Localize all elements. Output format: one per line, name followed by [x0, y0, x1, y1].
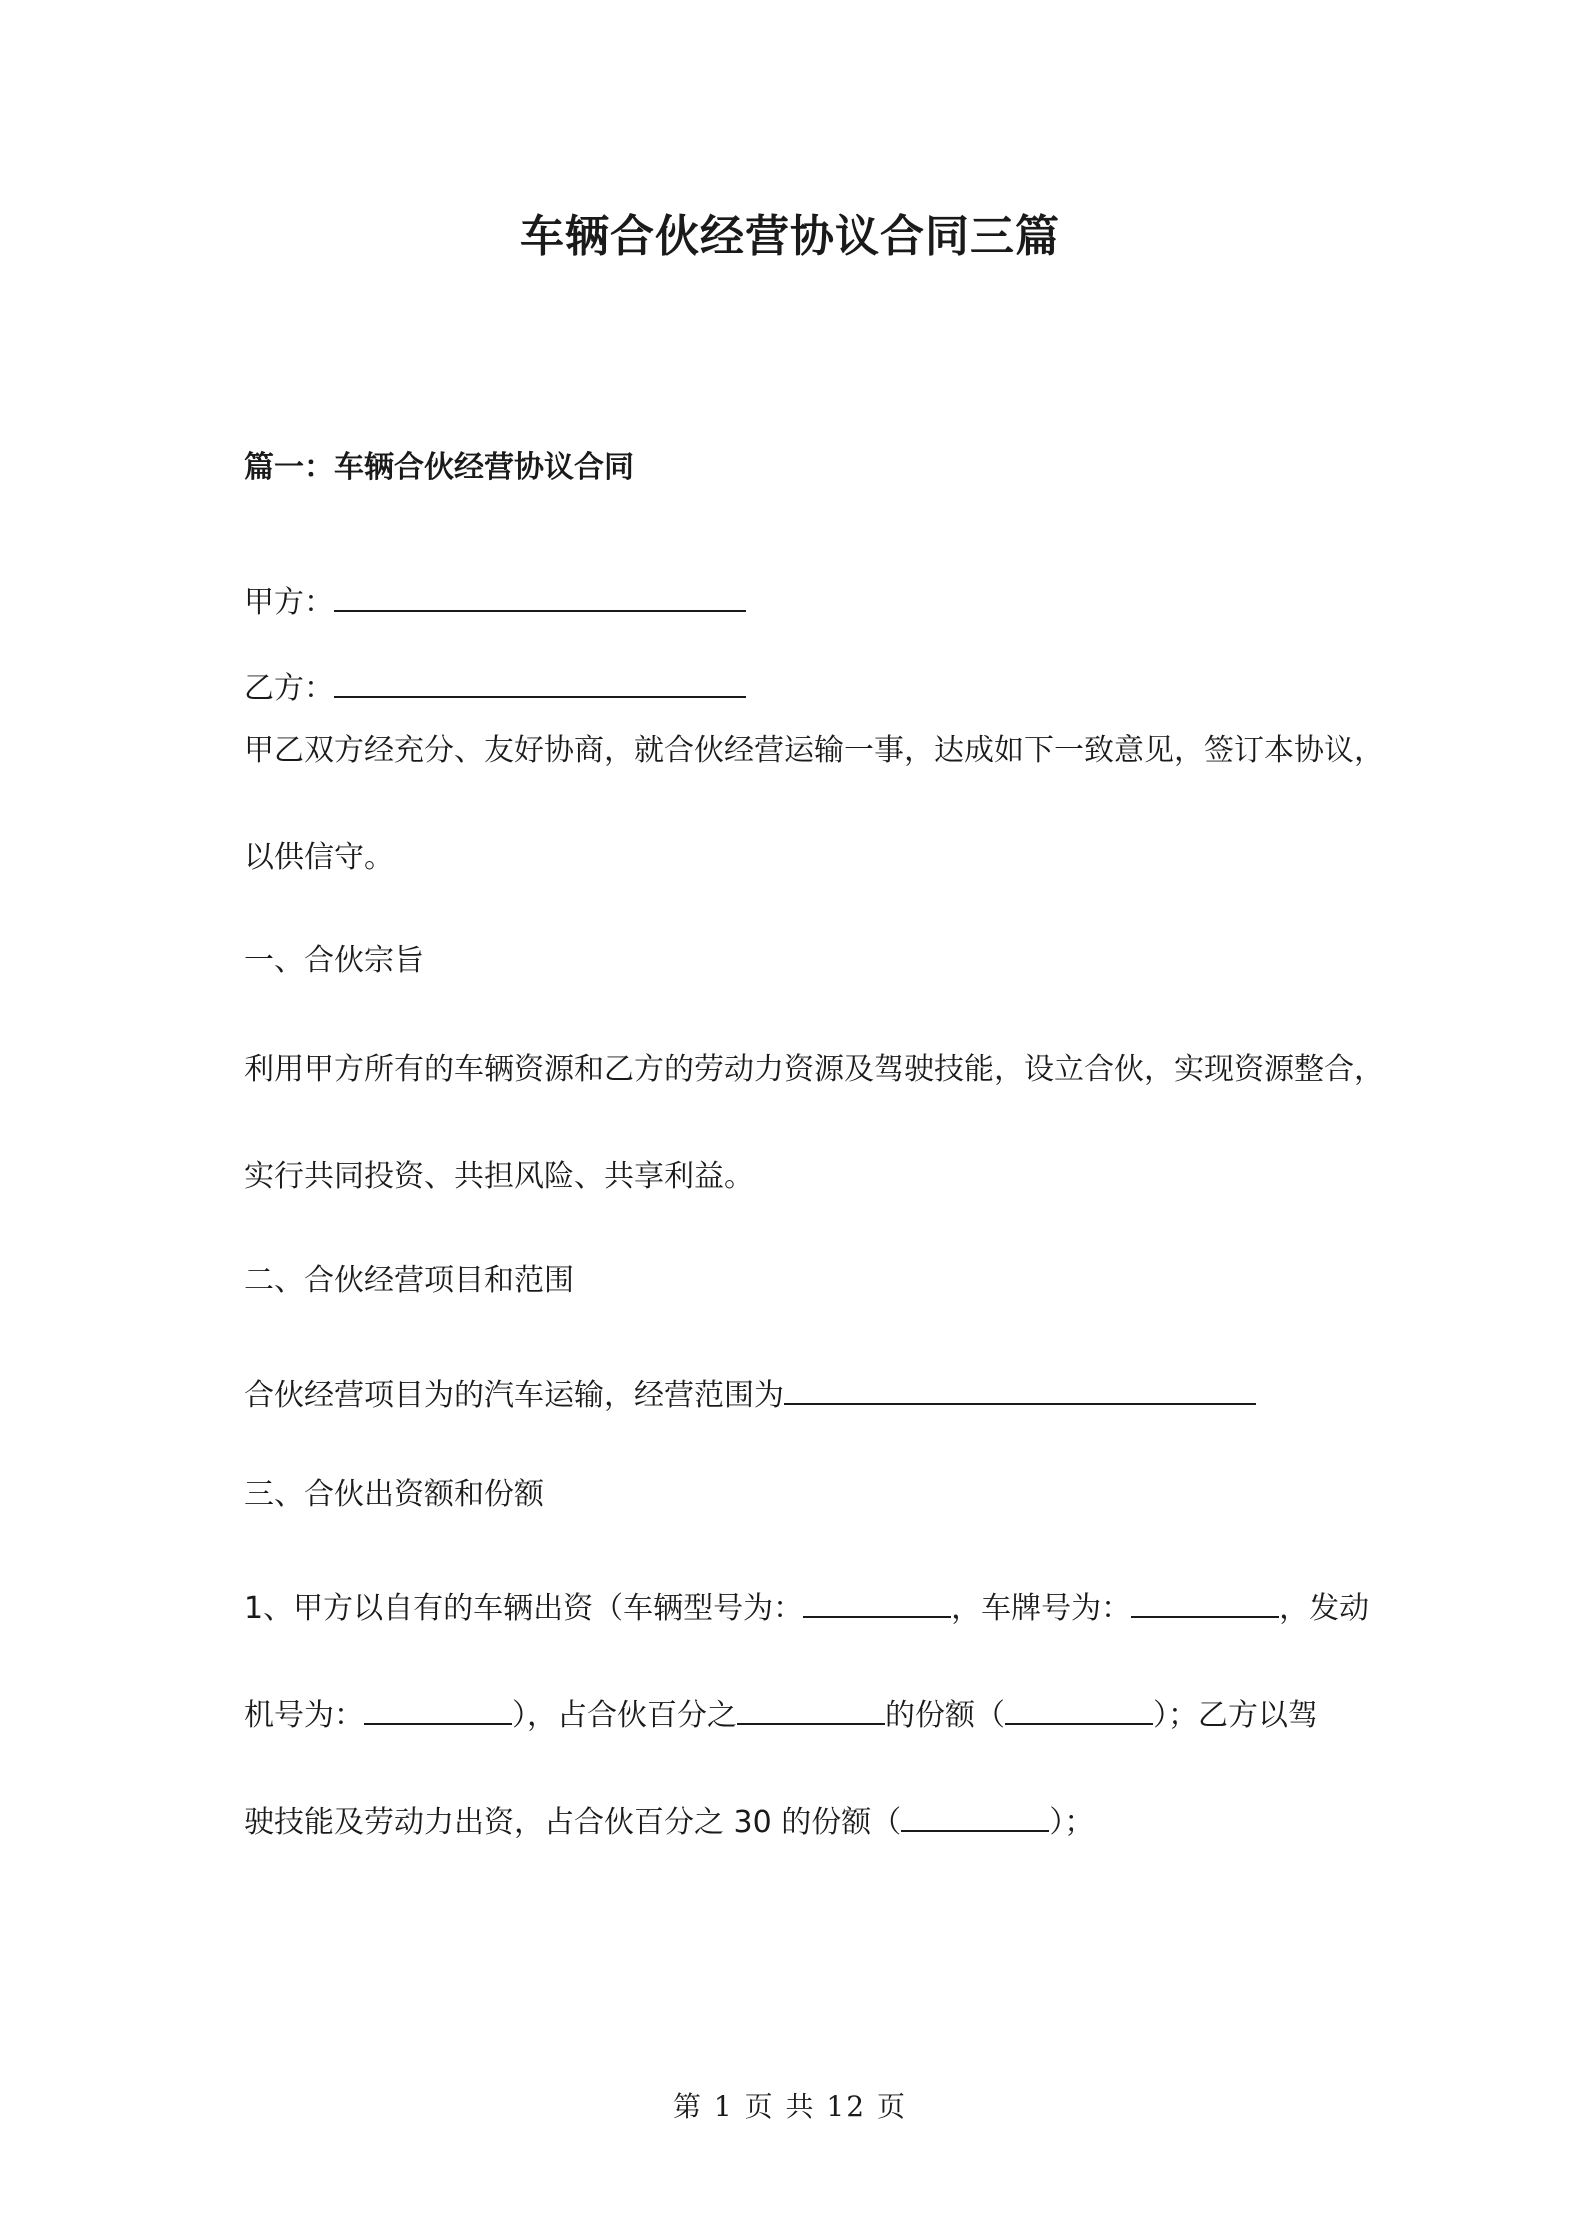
vehicle-model-blank [803, 1582, 951, 1618]
clause-2-line-1 [244, 1369, 1256, 1416]
party-a-row [244, 576, 746, 623]
clause-2-heading: 二、合伙经营项目和范围 [244, 1263, 574, 1298]
clause-3-text-b: ，车牌号为： [951, 1591, 1132, 1626]
clause-1-line-1: 利用甲方所有的车辆资源和乙方的劳动力资源及驾驶技能，设立合伙，实现资源整合， [244, 1052, 1384, 1087]
share-a-blank [1005, 1689, 1153, 1725]
party-a-blank [334, 576, 746, 612]
clause-3-text-d: 机号为： [244, 1698, 364, 1733]
clause-1-heading: 一、合伙宗旨 [244, 943, 424, 978]
clause-1-line-2: 实行共同投资、共担风险、共享利益。 [244, 1159, 754, 1194]
section-heading: 篇一：车辆合伙经营协议合同 [244, 450, 634, 485]
party-a-label: 甲方： [244, 585, 334, 620]
page-footer: 第 1 页 共 12 页 [673, 2090, 907, 2123]
party-b-row [244, 662, 746, 709]
intro-line-1: 甲乙双方经充分、友好协商，就合伙经营运输一事，达成如下一致意见，签订本协议， [244, 733, 1384, 768]
clause-3-text-h: 驶技能及劳动力出资，占合伙百分之 30 的份额（ [244, 1805, 902, 1840]
clause-2-text: 合伙经营项目为的汽车运输，经营范围为 [244, 1378, 784, 1413]
party-b-label: 乙方： [244, 671, 334, 706]
clause-3-heading: 三、合伙出资额和份额 [244, 1477, 544, 1512]
percent-a-blank [737, 1689, 885, 1725]
plate-number-blank [1131, 1582, 1279, 1618]
clause-3-text-a: 1、甲方以自有的车辆出资（车辆型号为： [244, 1591, 804, 1626]
clause-3-text-g: ）；乙方以驾 [1153, 1698, 1318, 1733]
party-b-blank [334, 662, 746, 698]
clause-3-line-2 [244, 1689, 1318, 1736]
clause-3-text-i: ）； [1049, 1805, 1095, 1840]
clause-3-line-3 [244, 1796, 1094, 1843]
share-b-blank [901, 1796, 1049, 1832]
clause-3-text-c: ，发动 [1279, 1591, 1370, 1626]
engine-number-blank [364, 1689, 512, 1725]
clause-3-text-f: 的份额（ [885, 1698, 1005, 1733]
clause-3-line-1 [244, 1582, 1369, 1629]
scope-blank [784, 1369, 1256, 1405]
document-title: 车辆合伙经营协议合同三篇 [520, 211, 1060, 262]
intro-line-2: 以供信守。 [244, 840, 394, 875]
clause-3-text-e: ），占合伙百分之 [512, 1698, 737, 1733]
